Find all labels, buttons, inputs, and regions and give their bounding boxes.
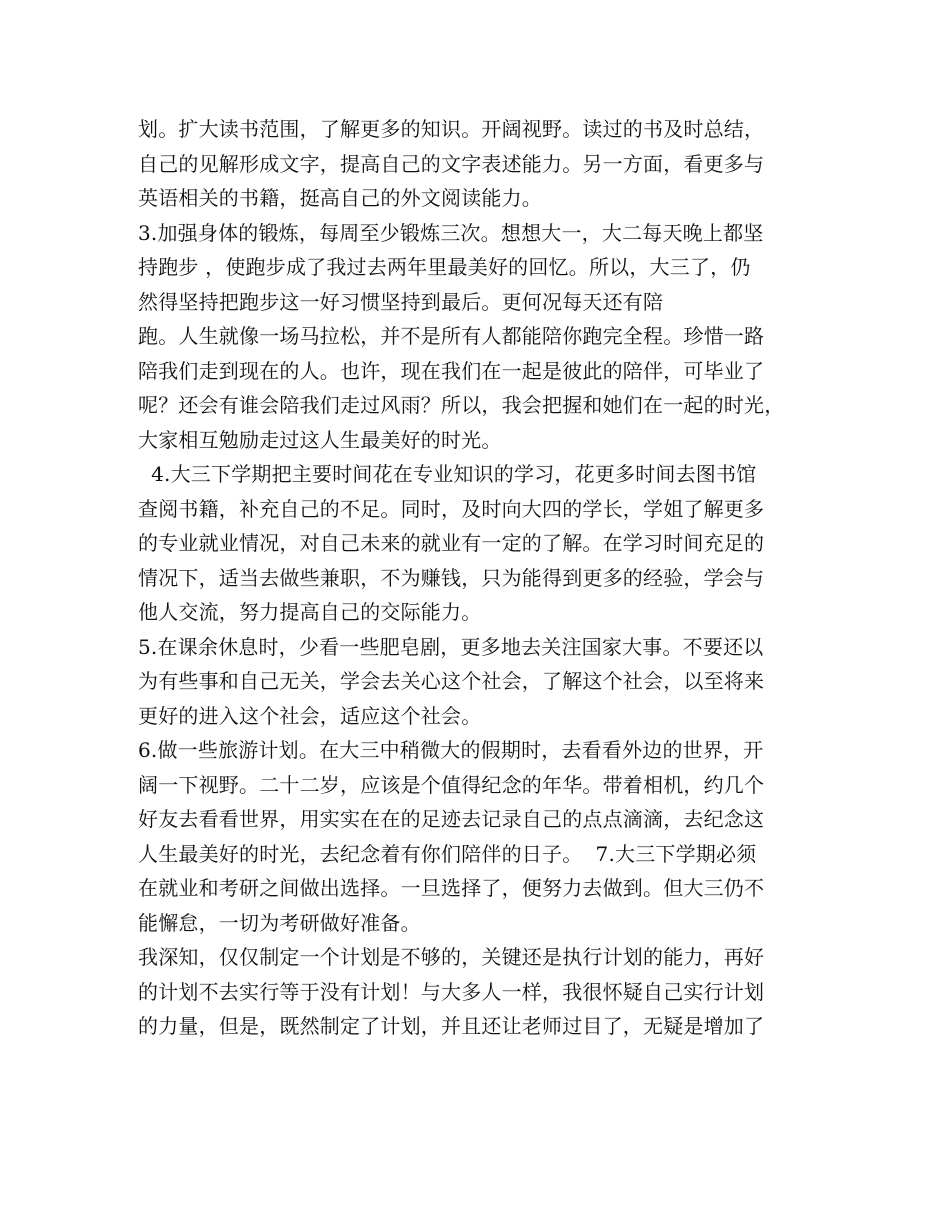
- text-line: 好友去看看世界，用实实在在的足迹去记录自己的点点滴滴，去纪念这: [138, 807, 765, 831]
- text-line: 跑。人生就像一场马拉松，并不是所有人都能陪你跑完全程。珍惜一路: [138, 324, 765, 348]
- text-line: 的专业就业情况，对自己未来的就业有一定的了解。在学习时间充足的: [138, 531, 765, 555]
- text-line: 6.做一些旅游计划。在大三中稍微大的假期时，去看看外边的世界，开: [138, 738, 764, 762]
- text-line: 的力量，但是，既然制定了计划，并且还让老师过目了，无疑是增加了: [138, 1014, 765, 1038]
- text-line: 然得坚持把跑步这一好习惯坚持到最后。更何况每天还有陪: [138, 289, 664, 314]
- text-line: 自己的见解形成文字，提高自己的文字表述能力。另一方面，看更多与: [138, 151, 765, 176]
- text-line: 3.加强身体的锻炼，每周至少锻炼三次。想想大一，大二每天晚上都坚: [138, 220, 764, 245]
- text-line: 呢？还会有谁会陪我们走过风雨？所以，我会把握和她们在一起的时光，: [138, 393, 785, 417]
- text-line: 更好的进入这个社会，适应这个社会。: [138, 703, 482, 728]
- text-line: 阔一下视野。二十二岁，应该是个值得纪念的年华。带着相机，约几个: [138, 772, 765, 797]
- text-line: 持跑步 ，使跑步成了我过去两年里最美好的回忆。所以，大三了，仍: [138, 255, 751, 279]
- text-line: 为有些事和自己无关，学会去关心这个社会，了解这个社会，以至将来: [138, 669, 765, 693]
- text-line: 4.大三下学期把主要时间花在专业知识的学习，花更多时间去图书馆: [138, 462, 757, 486]
- text-line: 能懈怠，一切为考研做好准备。: [138, 910, 421, 935]
- text-line: 情况下，适当去做些兼职，不为赚钱，只为能得到更多的经验，学会与: [138, 565, 765, 590]
- text-line: 英语相关的书籍，挺高自己的外文阅读能力。: [138, 186, 542, 210]
- text-line: 大家相互勉励走过这人生最美好的时光。: [138, 427, 502, 452]
- document-body: [138, 112, 828, 1044]
- text-line: 他人交流，努力提高自己的交际能力。: [138, 600, 482, 624]
- text-line: 我深知，仅仅制定一个计划是不够的，关键还是执行计划的能力，再好: [138, 945, 765, 969]
- text-line: 人生最美好的时光，去纪念着有你们陪伴的日子。 7.大三下学期必须: [138, 841, 757, 866]
- text-line: 5.在课余休息时，少看一些肥皂剧，更多地去关注国家大事。不要还以: [138, 634, 764, 659]
- text-line: 划。扩大读书范围，了解更多的知识。开阔视野。读过的书及时总结，: [138, 117, 765, 141]
- text-line: 陪我们走到现在的人。也许，现在我们在一起是彼此的陪伴，可毕业了: [138, 358, 765, 383]
- text-line: 在就业和考研之间做出选择。一旦选择了，便努力去做到。但大三仍不: [138, 876, 765, 900]
- text-line: 查阅书籍，补充自己的不足。同时，及时向大四的学长，学姐了解更多: [138, 496, 765, 521]
- text-line: 的计划不去实行等于没有计划！与大多人一样，我很怀疑自己实行计划: [138, 979, 765, 1004]
